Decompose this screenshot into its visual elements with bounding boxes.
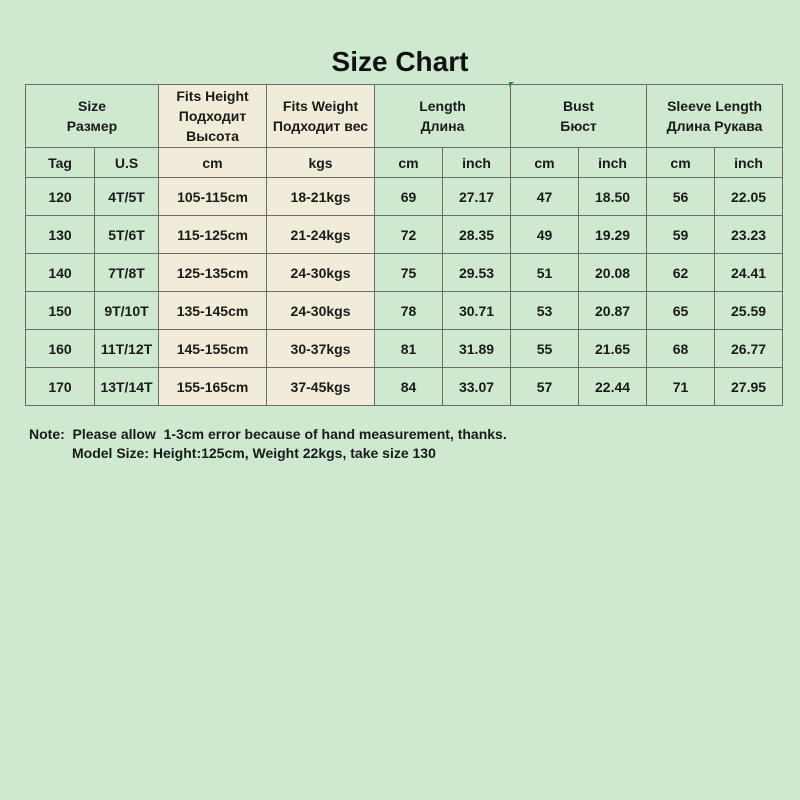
header-length xyxy=(375,85,511,148)
cell-sleeve-inch: 24.41 xyxy=(715,254,783,292)
cell-length-cm: 84 xyxy=(375,368,443,406)
cell-us: 4T/5T xyxy=(95,178,159,216)
header-row xyxy=(26,85,783,148)
cell-bust-inch: 19.29 xyxy=(579,216,647,254)
header-sleeve-ru: Длина Рукава xyxy=(666,118,763,134)
subheader-bust-inch: inch xyxy=(579,148,647,178)
header-height-en: Fits Height xyxy=(176,88,249,104)
cell-sleeve-inch: 23.23 xyxy=(715,216,783,254)
cell-weight: 37-45kgs xyxy=(267,368,375,406)
header-fits-height xyxy=(159,85,267,148)
cell-tag: 140 xyxy=(26,254,95,292)
table-row xyxy=(26,178,783,216)
subheader-bust-cm: cm xyxy=(511,148,579,178)
size-chart-table xyxy=(25,84,783,406)
subheader-weight-unit: kgs xyxy=(267,148,375,178)
cell-us: 9T/10T xyxy=(95,292,159,330)
cell-weight: 24-30kgs xyxy=(267,292,375,330)
subheader-row xyxy=(26,148,783,178)
header-weight-ru: Подходит вес xyxy=(272,118,369,134)
cell-height: 115-125cm xyxy=(159,216,267,254)
cell-bust-cm: 57 xyxy=(511,368,579,406)
table-row xyxy=(26,254,783,292)
cell-sleeve-cm: 59 xyxy=(647,216,715,254)
cell-length-cm: 81 xyxy=(375,330,443,368)
cell-sleeve-cm: 68 xyxy=(647,330,715,368)
cell-sleeve-cm: 56 xyxy=(647,178,715,216)
cell-tag: 120 xyxy=(26,178,95,216)
cell-length-inch: 27.17 xyxy=(443,178,511,216)
cell-bust-cm: 49 xyxy=(511,216,579,254)
cell-height: 135-145cm xyxy=(159,292,267,330)
cell-length-cm: 75 xyxy=(375,254,443,292)
cell-weight: 24-30kgs xyxy=(267,254,375,292)
cell-tag: 170 xyxy=(26,368,95,406)
header-length-en: Length xyxy=(419,98,466,114)
cell-weight: 18-21kgs xyxy=(267,178,375,216)
cell-length-inch: 30.71 xyxy=(443,292,511,330)
subheader-length-cm: cm xyxy=(375,148,443,178)
cell-length-cm: 69 xyxy=(375,178,443,216)
cell-sleeve-inch: 27.95 xyxy=(715,368,783,406)
cell-tag: 130 xyxy=(26,216,95,254)
subheader-length-inch: inch xyxy=(443,148,511,178)
chart-title: Size Chart xyxy=(331,46,469,77)
table-row xyxy=(26,216,783,254)
cell-length-inch: 28.35 xyxy=(443,216,511,254)
cell-us: 11T/12T xyxy=(95,330,159,368)
cell-sleeve-inch: 22.05 xyxy=(715,178,783,216)
cell-bust-cm: 53 xyxy=(511,292,579,330)
cell-bust-cm: 51 xyxy=(511,254,579,292)
note-line-2: Model Size: Height:125cm, Weight 22kgs, take size 130 xyxy=(72,445,436,461)
cell-bust-inch: 21.65 xyxy=(579,330,647,368)
cell-length-cm: 78 xyxy=(375,292,443,330)
table-row xyxy=(26,330,783,368)
cell-height: 145-155cm xyxy=(159,330,267,368)
subheader-sleeve-inch: inch xyxy=(715,148,783,178)
header-height-ru2: Высота xyxy=(186,128,239,144)
cell-length-inch: 31.89 xyxy=(443,330,511,368)
table-row xyxy=(26,292,783,330)
header-length-ru: Длина xyxy=(420,118,465,134)
subheader-tag: Tag xyxy=(26,148,95,178)
note-line-1: Note: Please allow 1-3cm error because of hand measurement, thanks. xyxy=(29,426,507,442)
subheader-height-unit: cm xyxy=(159,148,267,178)
cell-sleeve-inch: 25.59 xyxy=(715,292,783,330)
cell-weight: 30-37kgs xyxy=(267,330,375,368)
cell-length-inch: 29.53 xyxy=(443,254,511,292)
cell-sleeve-cm: 62 xyxy=(647,254,715,292)
cell-length-inch: 33.07 xyxy=(443,368,511,406)
cell-height: 155-165cm xyxy=(159,368,267,406)
cell-bust-inch: 20.08 xyxy=(579,254,647,292)
cell-bust-cm: 55 xyxy=(511,330,579,368)
cell-tag: 150 xyxy=(26,292,95,330)
header-bust xyxy=(511,85,647,148)
cell-sleeve-inch: 26.77 xyxy=(715,330,783,368)
cell-weight: 21-24kgs xyxy=(267,216,375,254)
subheader-sleeve-cm: cm xyxy=(647,148,715,178)
header-bust-en: Bust xyxy=(562,98,595,114)
cell-sleeve-cm: 65 xyxy=(647,292,715,330)
cell-us: 13T/14T xyxy=(95,368,159,406)
cell-sleeve-cm: 71 xyxy=(647,368,715,406)
cell-bust-inch: 18.50 xyxy=(579,178,647,216)
subheader-us: U.S xyxy=(95,148,159,178)
header-height-ru1: Подходит xyxy=(178,108,247,124)
cell-length-cm: 72 xyxy=(375,216,443,254)
header-sleeve-en: Sleeve Length xyxy=(667,98,762,114)
cell-bust-cm: 47 xyxy=(511,178,579,216)
header-bust-ru: Бюст xyxy=(560,118,597,134)
cell-height: 105-115cm xyxy=(159,178,267,216)
header-size-en: Size xyxy=(78,98,107,114)
header-size-ru: Размер xyxy=(66,118,118,134)
header-size xyxy=(26,85,159,148)
cell-tag: 160 xyxy=(26,330,95,368)
cell-bust-inch: 22.44 xyxy=(579,368,647,406)
header-sleeve-length xyxy=(647,85,783,148)
header-fits-weight xyxy=(267,85,375,148)
table-row xyxy=(26,368,783,406)
header-weight-en: Fits Weight xyxy=(282,98,359,114)
cell-height: 125-135cm xyxy=(159,254,267,292)
cell-bust-inch: 20.87 xyxy=(579,292,647,330)
cell-us: 7T/8T xyxy=(95,254,159,292)
cell-us: 5T/6T xyxy=(95,216,159,254)
